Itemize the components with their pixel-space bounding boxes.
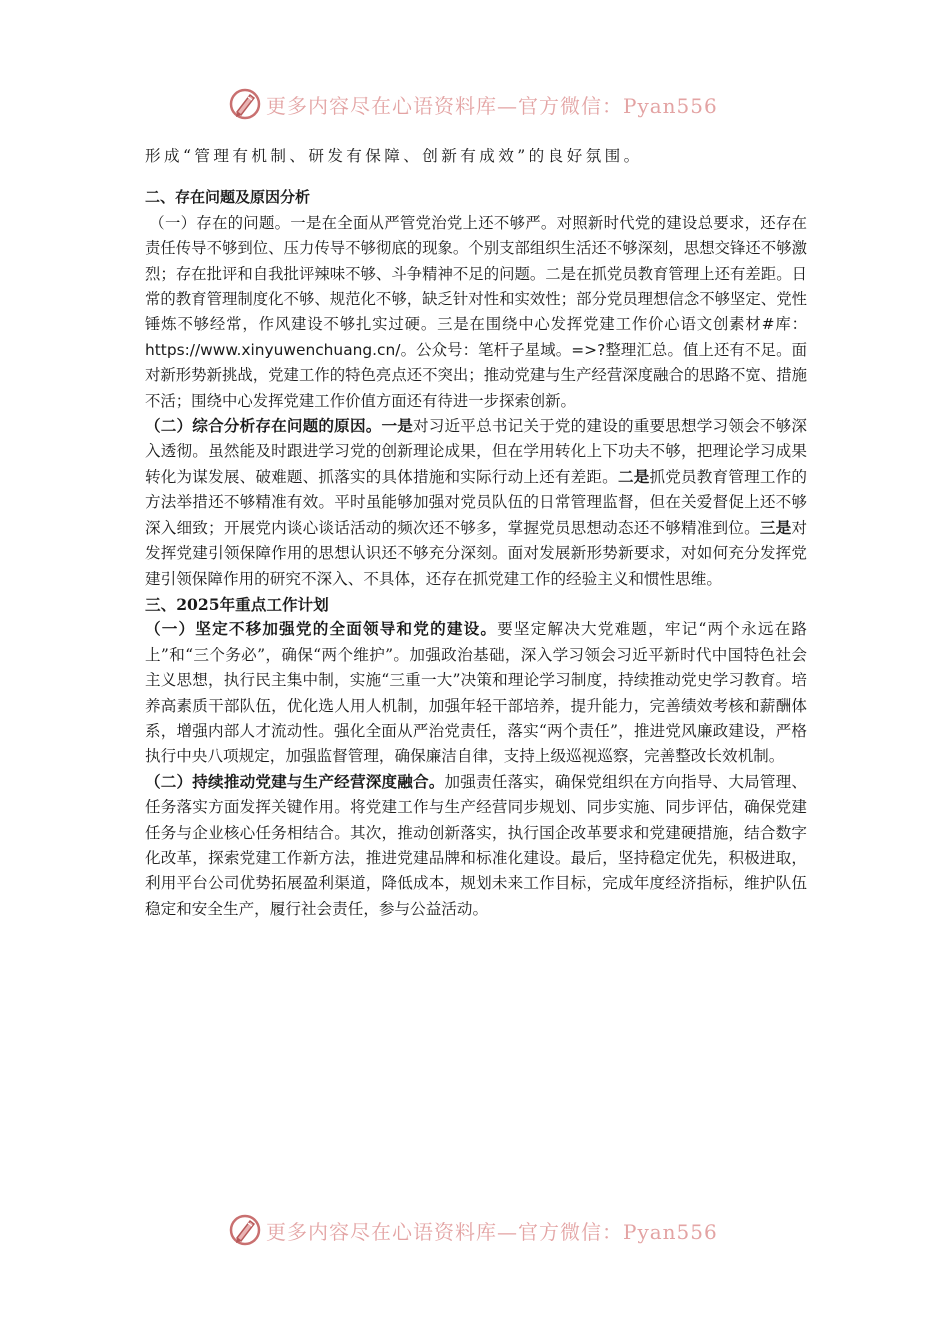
section-3-part-1 — [145, 617, 807, 769]
point-1-text: 对习近平总书记关于党的建设的重要思想学习领会不够深入透彻。虽然能及时跟进学习党的创新理论成果，但在学用转化上下功夫不够，把理论学习成果转化为谋发展、破难题、抓落实的具体措施和实际行动上还有差距。 — [145, 417, 807, 486]
section-3-part-1-text: 要坚定解决大党难题，牢记“两个永远在路上”和“三个务必”，确保“两个维护”。加强政治基础，深入学习领会习近平新时代中国特色社会主义思想，执行民主集中制，实施“三重一大”决策和理论学习制度，持续推动党史学习教育。培养高素质干部队伍，优化选人用人机制，加强年轻干部培养，提升能力，完善绩效考核和薪酬体系，增强内部人才流动性。强化全面从严治党责任，落实“两个责任”，推进党风廉政建设，严格执行中央八项规定，加强监督管理，确保廉洁自律，支持上级巡视巡察，完善整改长效机制。 — [145, 620, 807, 766]
section-2-part-1-text: （一）存在的问题。一是在全面从严管党治党上还不够严。对照新时代党的建设总要求，还存在责任传导不够到位、压力传导不够彻底的现象。个别支部组织生活还不够深刻，思想交锋还不够激烈；存在批评和自我批评辣味不够、斗争精神不足的问题。二是在抓党员教育管理上还有差距。日常的教育管理制度化不够、规范化不够，缺乏针对性和实效性；部分党员理想信念不够坚定、党性锤炼不够经常，作风建设不够扎实过硬。三是在围绕中心发挥党建工作价心语文创素材#库：https://www.xinyuwenchuang.cn/。公众号：笔杆子星域。=>?整理汇总。值上还有不足。面对新形势新挑战，党建工作的特色亮点还不突出；推动党建与生产经营深度融合的思路不宽、措施不活；围绕中心发挥党建工作价值方面还有待进一步探索创新。 — [145, 213, 807, 410]
point-3-text: 对发挥党建引领保障作用的思想认识还不够充分深刻。面对发展新形势新要求，对如何充分发挥党建引领保障作用的研究不深入、不具体，还存在抓党建工作的经验主义和惯性思维。 — [145, 518, 807, 588]
lead-paragraph: 形成“管理有机制、研发有保障、创新有成效”的良好氛围。 — [145, 147, 643, 165]
section-3-part-2 — [145, 770, 807, 922]
section-3-part-1-title: （一）坚定不移加强党的全面领导和党的建设。 — [145, 620, 498, 639]
point-3-label: 三是 — [759, 518, 792, 537]
section-3-heading: 三、2025年重点工作计划 — [145, 594, 329, 614]
header-banner — [228, 84, 788, 124]
point-1-label: 一是 — [381, 417, 414, 436]
pen-logo-icon — [228, 1213, 262, 1247]
section-2-part-2 — [145, 414, 807, 592]
section-2-part-2-title: （二）综合分析存在问题的原因。 — [145, 417, 382, 436]
point-2-label: 二是 — [617, 467, 650, 486]
footer-banner — [228, 1210, 788, 1250]
point-2-text: 抓党员教育管理工作的方法举措还不够精准有效。平时虽能够加强对党员队伍的日常管理监督，但在关爱督促上还不够深入细致；开展党内谈心谈话活动的频次还不够多，掌握党员思想动态还不够精准到位。 — [145, 467, 807, 537]
section-3-part-2-title: （二）持续推动党建与生产经营深度融合。 — [145, 772, 445, 791]
section-2-heading: 二、存在问题及原因分析 — [145, 188, 311, 207]
section-3-part-2-text: 加强责任落实，确保党组织在方向指导、大局管理、任务落实方面发挥关键作用。将党建工作与生产经营同步规划、同步实施、同步评估，确保党建任务与企业核心任务相结合。其次，推动创新落实，执行国企改革要求和党建硬措施，结合数字化改革，探索党建工作新方法，推进党建品牌和标准化建设。最后，坚持稳定优先，积极进取，利用平台公司优势拓展盈利渠道，降低成本，规划未来工作目标，完成年度经济指标，维护队伍稳定和安全生产，履行社会责任，参与公益活动。 — [145, 772, 807, 918]
document-body — [145, 144, 807, 922]
banner-text: 更多内容尽在心语资料库—官方微信：Pyan556 — [266, 1219, 718, 1244]
pen-logo-icon — [228, 87, 262, 121]
banner-text: 更多内容尽在心语资料库—官方微信：Pyan556 — [266, 93, 718, 118]
section-2-part-1 — [145, 211, 807, 414]
